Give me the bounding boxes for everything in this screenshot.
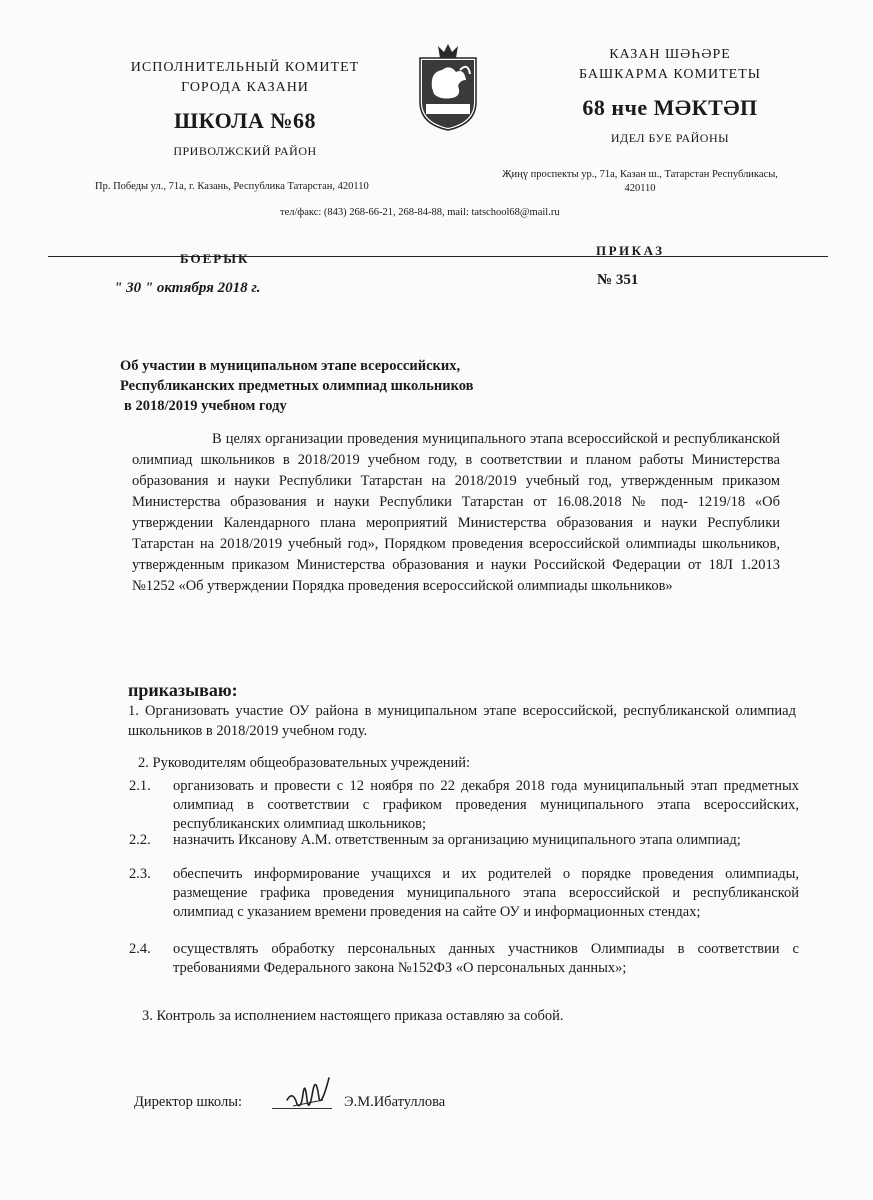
org-name-ru-line1: ИСПОЛНИТЕЛЬНЫЙ КОМИТЕТ	[130, 60, 360, 75]
order-word: приказываю:	[128, 680, 238, 700]
sub-item-number: 2.2.	[129, 832, 151, 848]
order-date: " 30 " октября 2018 г.	[114, 280, 261, 296]
sub-item-2-4	[129, 940, 799, 978]
org-name-ru-line2: ГОРОДА КАЗАНИ	[181, 80, 309, 95]
preamble-paragraph	[132, 429, 780, 597]
preamble-text: В целях организации проведения муниципального этапа всероссийской и республиканской олимпиад школьников в 2018/2019 учебном году, в соответствии и планом работы Министерства образования и науки Республики Татарстан на 2018/2019 учебный год, утвержденным приказом Министерства образования и науки Республики Татарстан от 16.08.2018 № под- 1219/18 «Об утверждении Календарного плана мероприятий Министерства образования и науки Республики Татарстан на 2018/2019 учебный год», Порядком проведения всероссийской олимпиады школьников, утвержденным приказом Министерства образования и науки Российской Федерации от 18Л 1.2013 №1252 «Об утверждении Порядка проведения всероссийской олимпиады школьников»	[132, 431, 780, 594]
signature-label: Директор школы:	[134, 1094, 242, 1110]
order-item-1: 1. Организовать участие ОУ района в муниципальном этапе всероссийской, республиканской олимпиад школьников в 2018/2019 учебном году.	[128, 703, 796, 739]
sub-item-text: обеспечить информирование учащихся и их родителей о порядке проведения олимпиады, размещение графика проведения муниципального этапа всероссийской и республиканской олимпиад с указанием времени проведения на сайте ОУ и информационных стендах;	[173, 866, 799, 920]
sub-item-number: 2.3.	[129, 866, 151, 882]
school-name-tt: 68 нче МӘКТӘП	[582, 95, 758, 120]
district-ru: ПРИВОЛЖСКИЙ РАЙОН	[173, 144, 317, 158]
contacts-line: тел/факс: (843) 268-66-21, 268-84-88, mail: tatschool68@mail.ru	[280, 207, 560, 218]
address-tt-line1: Җиңү проспекты ур., 71а, Казан ш., Татарстан Республикасы,	[502, 169, 778, 180]
header-left-block	[85, 58, 405, 159]
order-item-3: 3. Контроль за исполнением настоящего приказа оставляю за собой.	[142, 1008, 564, 1024]
document-title	[120, 356, 640, 416]
sub-item-2-1	[129, 777, 799, 834]
sub-item-number: 2.4.	[129, 941, 151, 957]
label-prikaz: ПРИКАЗ	[596, 243, 665, 258]
header-divider	[48, 256, 828, 257]
address-tt-line2: 420110	[624, 183, 656, 194]
org-name-tt-line2: БАШКАРМА КОМИТЕТЫ	[579, 67, 761, 82]
handwritten-signature-icon	[283, 1070, 333, 1116]
kazan-emblem-icon	[416, 40, 480, 132]
address-tt	[470, 168, 810, 196]
title-line3: в 2018/2019 учебном году	[124, 398, 287, 414]
header-right-block	[505, 45, 835, 146]
district-tt: ИДЕЛ БУЕ РАЙОНЫ	[610, 131, 730, 145]
sub-item-2-2	[129, 831, 799, 850]
signatory-name: Э.М.Ибатуллова	[344, 1094, 446, 1110]
title-line2: Республиканских предметных олимпиад школьников	[120, 378, 474, 394]
org-name-tt-line1: КАЗАН ШӘҺӘРЕ	[609, 47, 731, 62]
order-item-2: 2. Руководителям общеобразовательных учреждений:	[138, 755, 471, 771]
order-number: № 351	[597, 272, 639, 288]
sub-item-text: осуществлять обработку персональных данных участников Олимпиады в соответствии с требованиями Федерального закона №152ФЗ «О персональных данных»;	[173, 941, 799, 976]
sub-item-text: назначить Иксанову А.М. ответственным за организацию муниципального этапа олимпиад;	[173, 832, 741, 848]
sub-item-2-3	[129, 865, 799, 922]
sub-item-number: 2.1.	[129, 778, 151, 794]
address-ru: Пр. Победы ул., 71а, г. Казань, Республика Татарстан, 420110	[95, 181, 369, 192]
title-line1: Об участии в муниципальном этапе всероссийских,	[120, 358, 461, 374]
sub-item-text: организовать и провести с 12 ноября по 22 декабря 2018 года муниципальный этап предметных олимпиад в соответствии с графиком проведения муниципального этапа всероссийских, республиканских олимпиад школьников;	[173, 778, 799, 832]
label-boeryk: БОЕРЫК	[180, 251, 250, 266]
school-name-ru: ШКОЛА №68	[174, 108, 316, 133]
